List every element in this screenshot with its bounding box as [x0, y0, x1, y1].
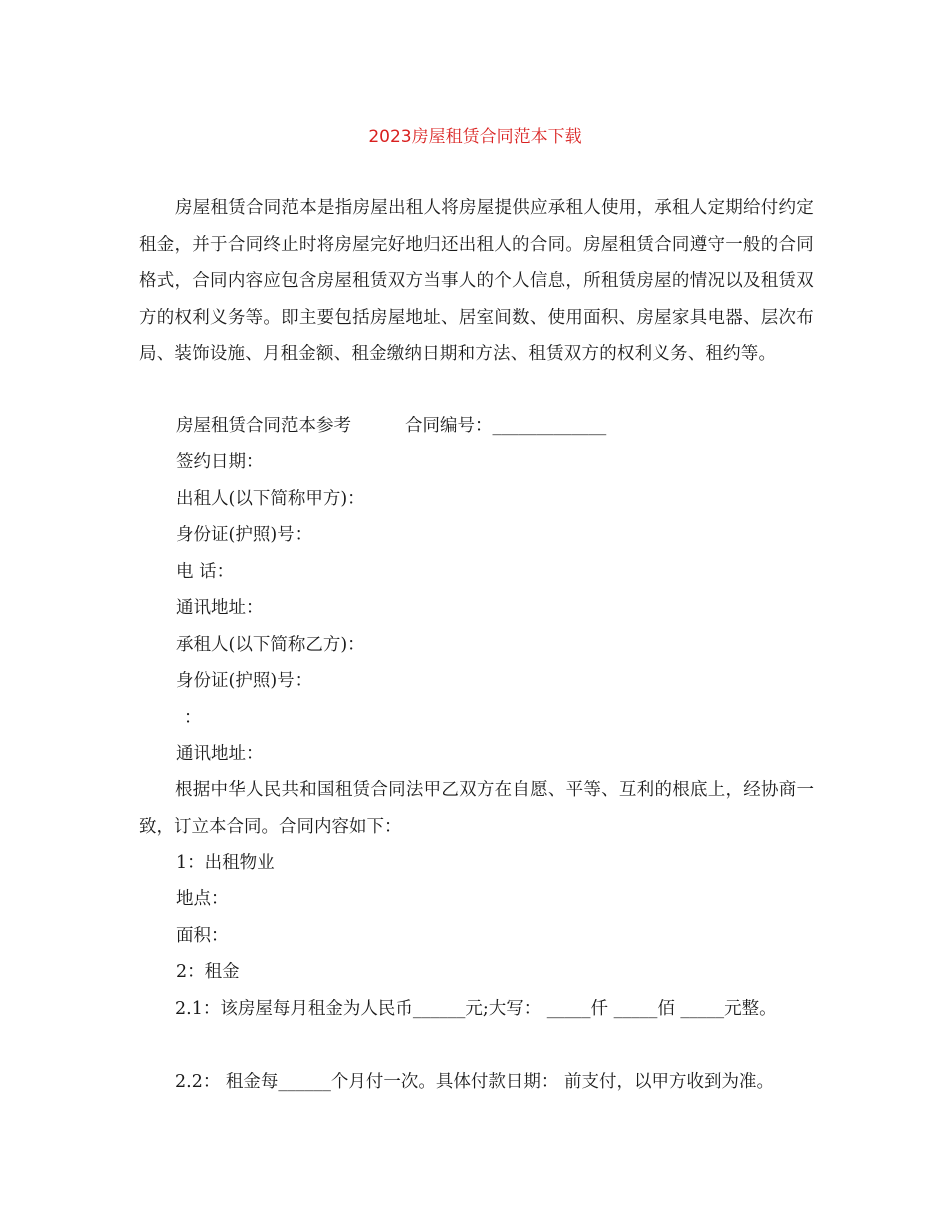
intro-paragraph: 房屋租赁合同范本是指房屋出租人将房屋提供应承租人使用，承租人定期给付约定租金，并于合同终止时将房屋完好地归还出租人的合同。房屋租赁合同遵守一般的合同格式，合同内容应包含房屋租赁双方当事人的个人信息，所租赁房屋的情况以及租赁双方的权利义务等。即主要包括房屋地址、居室间数、使用面积、房屋家具电器、层次布局、装饰设施、月租金额、租金缴纳日期和方法、租赁双方的权利义务、租约等。 — [139, 198, 814, 364]
sign-date-label: 签约日期： — [176, 452, 264, 472]
section-1-area: 面积： — [176, 926, 229, 946]
party-a-address-label: 通讯地址： — [176, 598, 264, 618]
document-title: 2023房屋租赁合同范本下载 — [368, 127, 582, 147]
basis-paragraph: 根据中华人民共和国租赁合同法甲乙双方在自愿、平等、互利的根底上，经协商一致，订立本合同。合同内容如下： — [139, 780, 814, 837]
party-b-label: 承租人(以下简称乙方)： — [176, 635, 365, 655]
reference-line — [176, 414, 606, 438]
party-a-phone-label: 电 话： — [176, 562, 235, 582]
party-b-address-label: 通讯地址： — [176, 744, 264, 764]
party-b-phone-label: ： — [184, 708, 202, 728]
section-1-title: 1：出租物业 — [176, 853, 275, 873]
section-1-location: 地点： — [176, 889, 229, 909]
contract-number-field: 合同编号：_____________ — [405, 416, 607, 436]
party-a-id-label: 身份证(护照)号： — [176, 525, 313, 545]
section-2-title: 2：租金 — [176, 962, 240, 982]
party-a-label: 出租人(以下简称甲方)： — [176, 489, 365, 509]
section-2-1: 2.1：该房屋每月租金为人民币______元;大写： _____仟 _____佰 _____元整。 — [175, 999, 777, 1019]
reference-label: 房屋租赁合同范本参考 — [176, 416, 351, 436]
section-2-2: 2.2： 租金每______个月付一次。具体付款日期： 前支付，以甲方收到为准。 — [175, 1072, 774, 1092]
party-b-id-label: 身份证(护照)号： — [176, 671, 313, 691]
